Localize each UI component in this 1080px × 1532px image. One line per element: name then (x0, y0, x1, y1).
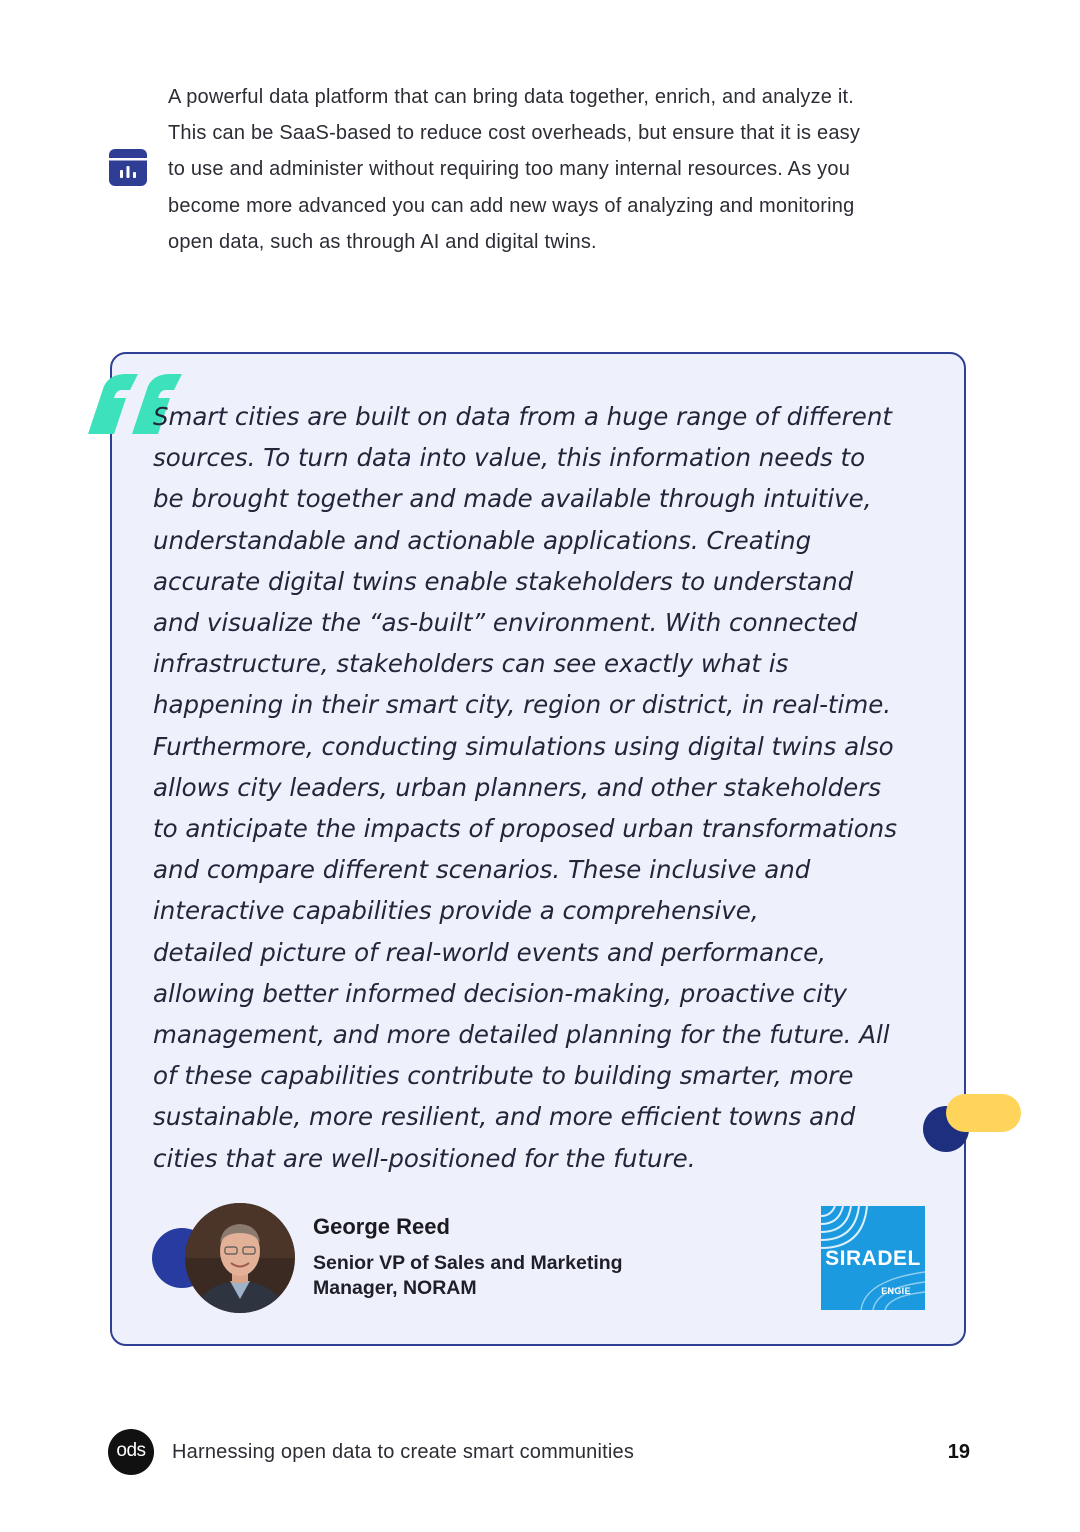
quote-line: infrastructure, stakeholders can see exactly what is (153, 649, 789, 679)
quote-line: understandable and actionable applications. Creating (153, 525, 812, 555)
quote-line: management, and more detailed planning for the future. All (153, 1020, 890, 1050)
quote-line: Furthermore, conducting simulations using digital twins also (153, 731, 894, 761)
quote-line: of these capabilities contribute to building smarter, more (153, 1061, 854, 1091)
company-logo-subtext: ENGIE (881, 1286, 911, 1296)
decorative-pill (946, 1094, 1021, 1132)
intro-line: become more advanced you can add new ways of analyzing and monitoring (168, 194, 855, 217)
quote-line: and compare different scenarios. These inclusive and (153, 855, 811, 885)
quote-line: Smart cities are built on data from a huge range of different (153, 402, 892, 431)
quote-line: sustainable, more resilient, and more efficient towns and (153, 1102, 856, 1132)
quote-line: and visualize the “as-built” environment. With connected (153, 608, 858, 638)
quote-line: detailed picture of real-world events and performance, (153, 937, 826, 967)
footer-title: Harnessing open data to create smart communities (172, 1441, 635, 1463)
author-role-line: Senior VP of Sales and Marketing (313, 1252, 623, 1274)
intro-paragraph (168, 79, 968, 260)
footer-logo: ods (108, 1429, 154, 1475)
analytics-dashboard-icon (109, 149, 147, 186)
author-role (313, 1251, 623, 1301)
company-logo (821, 1206, 925, 1310)
quote-line: allows city leaders, urban planners, and other stakeholders (153, 772, 882, 802)
quote-line: sources. To turn data into value, this information needs to (153, 443, 866, 473)
quote-line: allowing better informed decision-making, proactive city (153, 978, 848, 1008)
author-role-line: Manager, NORAM (313, 1277, 477, 1299)
intro-line: A powerful data platform that can bring data together, enrich, and analyze it. (168, 86, 855, 108)
intro-line: open data, such as through AI and digital twins. (168, 230, 597, 253)
quote-line: cities that are well-positioned for the future. (153, 1143, 696, 1173)
intro-line: to use and administer without requiring too many internal resources. As you (168, 158, 851, 181)
quote-line: to anticipate the impacts of proposed urban transformations (153, 814, 897, 844)
quote-line: interactive capabilities provide a comprehensive, (153, 896, 759, 926)
author-name: George Reed (313, 1214, 450, 1239)
quote-line: be brought together and made available through intuitive, (153, 484, 872, 514)
quote-line: happening in their smart city, region or district, in real-time. (153, 690, 892, 720)
quote-line: accurate digital twins enable stakeholders to understand (153, 566, 854, 596)
author-avatar (185, 1203, 295, 1313)
company-logo-text: SIRADEL (825, 1247, 921, 1270)
page-number: 19 (947, 1441, 970, 1463)
quote-body (153, 396, 943, 1179)
intro-line: This can be SaaS-based to reduce cost overheads, but ensure that it is easy (168, 122, 861, 145)
